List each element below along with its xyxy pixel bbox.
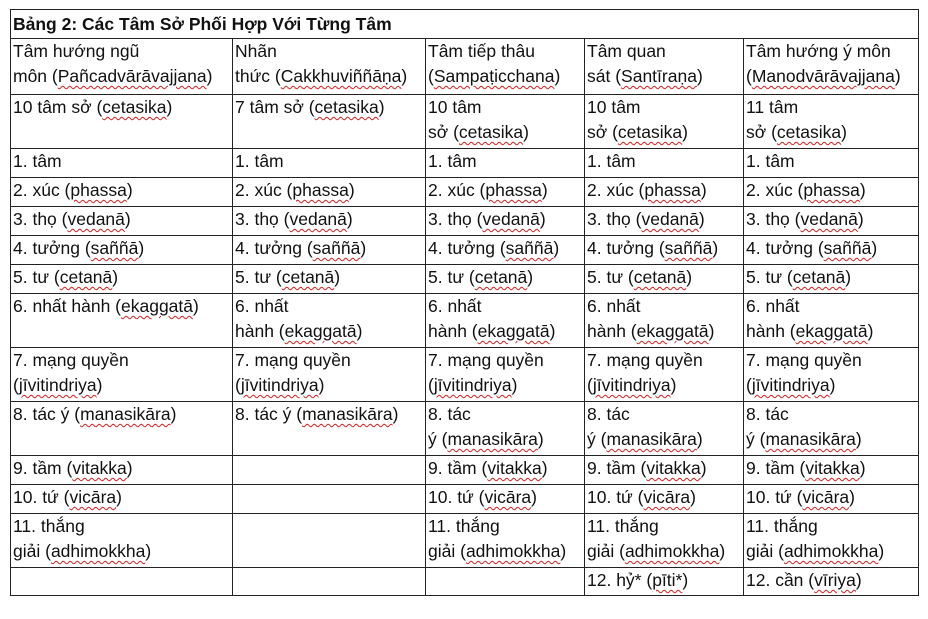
table-cell: [11, 514, 233, 568]
table-cell: [744, 456, 919, 485]
cell-line: hành (ekaggatā): [235, 321, 363, 341]
table-cell: [233, 178, 426, 207]
cell-line: 2. xúc (phassa): [746, 180, 866, 200]
table-cell: [585, 456, 744, 485]
count-row: [11, 95, 919, 149]
cell-line: ý (manasikāra): [587, 429, 703, 449]
table-cell: [11, 456, 233, 485]
count-cell-5: [744, 95, 919, 149]
cell-line: 4. tưởng (saññā): [235, 238, 367, 258]
table-row: [11, 485, 919, 514]
table-cell: [744, 348, 919, 402]
cell-line: 7. mạng quyền: [587, 350, 703, 370]
cell-line: 1. tâm: [746, 151, 795, 171]
cell-line: 9. tầm (vitakka): [13, 458, 133, 478]
cell-line: (jīvitindriya): [746, 375, 836, 395]
table-cell: [11, 485, 233, 514]
cell-line: 1. tâm: [235, 151, 284, 171]
cell-line: 8. tác ý (manasikāra): [13, 404, 177, 424]
table-row: [11, 456, 919, 485]
cell-line: 11. thắng: [13, 516, 85, 536]
table-cell: [426, 236, 585, 265]
cell-line: 8. tác: [587, 404, 630, 424]
table-cell: [426, 178, 585, 207]
table-row: [11, 207, 919, 236]
cell-line: 8. tác ý (manasikāra): [235, 404, 399, 424]
table-cell: [11, 348, 233, 402]
table-row: [11, 178, 919, 207]
cell-line: môn (Pañcadvārāvajjana): [13, 66, 213, 86]
table-cell: [11, 149, 233, 178]
cell-line: 6. nhất: [746, 296, 800, 316]
cell-line: 10. tứ (vicāra): [428, 487, 537, 507]
cell-line: 3. thọ (vedanā): [746, 209, 864, 229]
table-cell: [426, 568, 585, 596]
cell-line: 2. xúc (phassa): [13, 180, 133, 200]
table-cell: [426, 402, 585, 456]
table-cell: [744, 294, 919, 348]
cell-line: 3. thọ (vedanā): [235, 209, 353, 229]
cell-line: 3. thọ (vedanā): [587, 209, 705, 229]
table-cell: [585, 348, 744, 402]
cell-line: Tâm tiếp thâu: [428, 41, 535, 61]
count-cell-2: [233, 95, 426, 149]
table-cell: [585, 514, 744, 568]
cell-line: 4. tưởng (saññā): [746, 238, 878, 258]
table-cell: [11, 236, 233, 265]
cell-line: giải (adhimokkha): [746, 541, 885, 561]
column-header-1: [11, 39, 233, 95]
cell-line: 10. tứ (vicāra): [13, 487, 122, 507]
column-header-5: [744, 39, 919, 95]
table-cell: [233, 265, 426, 294]
cell-line: 7. mạng quyền: [746, 350, 862, 370]
cell-line: 6. nhất: [235, 296, 289, 316]
table-cell: [233, 207, 426, 236]
cell-line: 1. tâm: [428, 151, 477, 171]
table-cell: [11, 568, 233, 596]
cell-line: 7. mạng quyền: [428, 350, 544, 370]
table-cell: [426, 348, 585, 402]
table-row: [11, 348, 919, 402]
header-row: [11, 39, 919, 95]
cell-line: thức (Cakkhuviññāṇa): [235, 66, 408, 86]
table-cell: [11, 402, 233, 456]
table-row: [11, 265, 919, 294]
table-cell: [233, 294, 426, 348]
table-cell: [585, 236, 744, 265]
cell-line: 5. tư (cetanā): [235, 267, 341, 287]
cell-line: 11. thắng: [746, 516, 818, 536]
cell-line: hành (ekaggatā): [428, 321, 556, 341]
table-row: [11, 402, 919, 456]
table-cell: [585, 294, 744, 348]
cell-line: ý (manasikāra): [746, 429, 862, 449]
cell-line: 4. tưởng (saññā): [428, 238, 560, 258]
cell-line: 10 tâm: [428, 97, 482, 117]
cell-line: (jīvitindriya): [13, 375, 103, 395]
table-row: [11, 294, 919, 348]
cell-line: 8. tác: [746, 404, 789, 424]
cell-line: giải (adhimokkha): [587, 541, 726, 561]
cell-line: 10. tứ (vicāra): [746, 487, 855, 507]
cell-line: 2. xúc (phassa): [587, 180, 707, 200]
table-row: [11, 568, 919, 596]
table-cell: [744, 178, 919, 207]
column-header-3: [426, 39, 585, 95]
table-cell: [426, 485, 585, 514]
table-cell: [11, 207, 233, 236]
table-cell: [585, 402, 744, 456]
cell-line: (jīvitindriya): [428, 375, 518, 395]
cell-line: 5. tư (cetanā): [428, 267, 534, 287]
table-cell: [233, 514, 426, 568]
table-cell: [585, 178, 744, 207]
table-cell: [744, 402, 919, 456]
cell-line: Tâm quan: [587, 41, 666, 61]
table-cell: [744, 149, 919, 178]
cell-line: 11. thắng: [587, 516, 659, 536]
cell-line: 2. xúc (phassa): [428, 180, 548, 200]
cell-line: 11 tâm: [746, 97, 799, 117]
cell-line: 6. nhất: [587, 296, 641, 316]
column-header-4: [585, 39, 744, 95]
table-cell: [426, 265, 585, 294]
table-cell: [744, 265, 919, 294]
table-cell: [585, 568, 744, 596]
cell-line: 7 tâm sở (cetasika): [235, 97, 385, 117]
cell-line: 4. tưởng (saññā): [13, 238, 145, 258]
cell-line: 7. mạng quyền: [235, 350, 351, 370]
cell-line: sở (cetasika): [428, 122, 529, 142]
cell-line: sở (cetasika): [746, 122, 847, 142]
table-cell: [744, 568, 919, 596]
table-cell: [426, 149, 585, 178]
table-cell: [744, 236, 919, 265]
table-cell: [585, 149, 744, 178]
table-title: Bảng 2: Các Tâm Sở Phối Hợp Với Từng Tâm: [11, 10, 919, 39]
cell-line: giải (adhimokkha): [13, 541, 152, 561]
table-cell: [233, 402, 426, 456]
table-cell: [426, 294, 585, 348]
title-row: [11, 10, 919, 39]
cell-line: (Manodvārāvajjana): [746, 66, 901, 86]
table-cell: [11, 294, 233, 348]
cell-line: hành (ekaggatā): [746, 321, 874, 341]
count-cell-3: [426, 95, 585, 149]
cell-line: 9. tầm (vitakka): [428, 458, 548, 478]
table-cell: [585, 207, 744, 236]
table-row: [11, 514, 919, 568]
cell-line: 9. tầm (vitakka): [746, 458, 866, 478]
cell-line: ý (manasikāra): [428, 429, 544, 449]
table-row: [11, 149, 919, 178]
cell-line: (jīvitindriya): [235, 375, 325, 395]
cell-line: (jīvitindriya): [587, 375, 677, 395]
cell-line: 2. xúc (phassa): [235, 180, 355, 200]
table-container: [10, 9, 918, 596]
cell-line: 12. hỷ* (pīti*): [587, 570, 689, 590]
table-cell: [11, 178, 233, 207]
cell-line: (Sampaṭicchana): [428, 66, 561, 86]
cell-line: 11. thắng: [428, 516, 500, 536]
cell-line: 3. thọ (vedanā): [428, 209, 546, 229]
cell-line: Tâm hướng ngũ: [13, 41, 140, 61]
table-cell: [426, 207, 585, 236]
table-cell: [233, 485, 426, 514]
cell-line: 3. thọ (vedanā): [13, 209, 131, 229]
table-cell: [233, 236, 426, 265]
table-cell: [11, 265, 233, 294]
cell-line: 7. mạng quyền: [13, 350, 129, 370]
table-cell: [426, 456, 585, 485]
cell-line: 5. tư (cetanā): [746, 267, 852, 287]
cell-line: sát (Santīraṇa): [587, 66, 703, 86]
cetasika-table: [10, 9, 919, 596]
cell-line: 1. tâm: [587, 151, 636, 171]
table-cell: [233, 568, 426, 596]
count-cell-1: [11, 95, 233, 149]
table-cell: [744, 485, 919, 514]
cell-line: 1. tâm: [13, 151, 62, 171]
cell-line: Tâm hướng ý môn: [746, 41, 891, 61]
column-header-2: [233, 39, 426, 95]
table-cell: [233, 348, 426, 402]
table-cell: [744, 207, 919, 236]
table-cell: [744, 514, 919, 568]
cell-line: 6. nhất: [428, 296, 482, 316]
cell-line: 5. tư (cetanā): [587, 267, 693, 287]
cell-line: giải (adhimokkha): [428, 541, 567, 561]
table-cell: [233, 149, 426, 178]
table-row: [11, 236, 919, 265]
cell-line: 12. cần (vīriya): [746, 570, 862, 590]
cell-line: hành (ekaggatā): [587, 321, 715, 341]
cell-line: 5. tư (cetanā): [13, 267, 119, 287]
cell-line: sở (cetasika): [587, 122, 688, 142]
table-cell: [233, 456, 426, 485]
cell-line: 4. tưởng (saññā): [587, 238, 719, 258]
count-cell-4: [585, 95, 744, 149]
cell-line: 6. nhất hành (ekaggatā): [13, 296, 199, 316]
cell-line: Nhãn: [235, 41, 277, 61]
table-cell: [585, 485, 744, 514]
cell-line: 10 tâm: [587, 97, 641, 117]
cell-line: 8. tác: [428, 404, 471, 424]
cell-line: 10 tâm sở (cetasika): [13, 97, 173, 117]
table-cell: [426, 514, 585, 568]
cell-line: 10. tứ (vicāra): [587, 487, 696, 507]
table-cell: [585, 265, 744, 294]
cell-line: 9. tầm (vitakka): [587, 458, 707, 478]
